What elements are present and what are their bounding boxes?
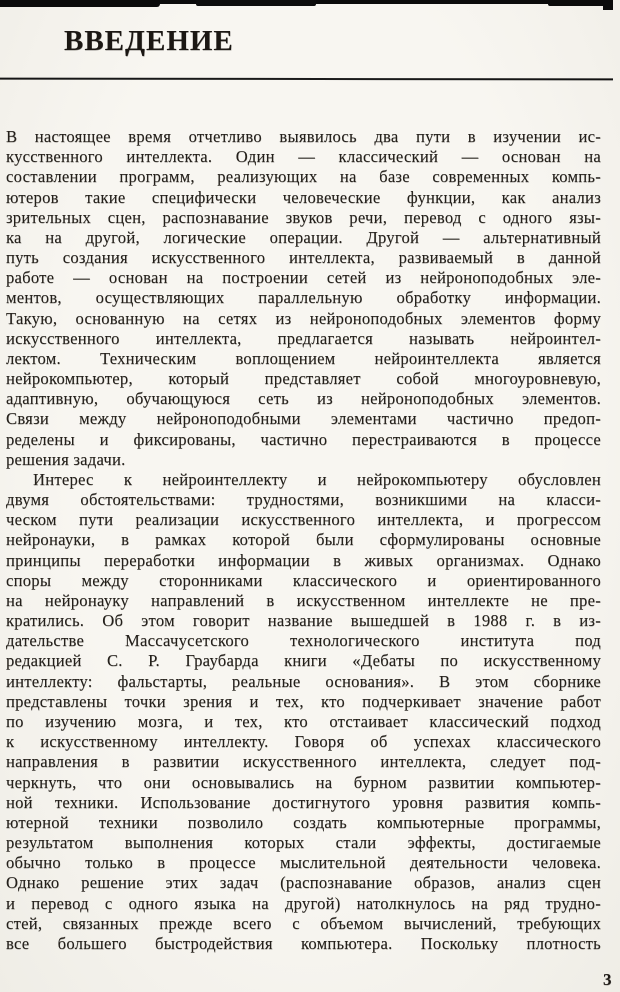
text-line: В настоящее время отчетливо выявилось два пути в изучении ис- [6,127,601,146]
text-line: Связи между нейроноподобными элементами частично предоп- [6,409,601,429]
text-line: Интерес к нейроинтеллекту и нейрокомпьютеру обусловлен [33,469,601,489]
text-line: лектом. Техническим воплощением нейроинтеллекта является [6,348,601,368]
text-line: направления в развитии искусственного интеллекта, следует под- [6,752,601,772]
text-line: к искусственному интеллекту. Говоря об успехах классического [6,732,601,752]
text-line: Такую, основанную на сетях из нейроноподобных элементов форму [6,308,601,328]
text-line: кусственного интеллекта. Один — классический — основан на [6,147,601,167]
text-line: принципы переработки информации в живых организмах. Однако [6,550,601,570]
text-line: решения задачи. [6,449,126,469]
text-line: ка на другой, логические операции. Другой — альтернативный [6,227,601,247]
text-line: кратились. Об этом говорит название вышедшей в 1988 г. в из- [6,611,601,631]
title-rule [0,78,613,81]
paragraph [6,127,601,470]
text-line: зрительных сцен, распознавание звуков речи, перевод с одного язы- [6,207,601,227]
text-line: дательстве Массачусетского технологического института под [6,631,601,651]
text-line: нейронауки, в рамках которой были сформулированы основные [6,530,601,550]
page-title: ВВЕДЕНИЕ [64,25,234,57]
text-line: ментов, осуществляющих параллельную обработку информации. [6,288,601,308]
text-line: путь создания искусственного интеллекта, развиваемый в данной [6,248,601,268]
scan-top-edge-tick [603,0,613,10]
text-line: по изучению мозга, и тех, кто отстаивает классический подход [6,711,601,731]
text-line: ределены и фиксированы, частично перестраиваются в процессе [6,429,601,449]
text-line: двумя обстоятельствами: трудностями, возникшими на класси- [6,490,601,510]
paragraph [6,470,601,954]
text-line: черкнуть, что они основывались на бурном развитии компьютер- [6,772,601,792]
text-line: редакцией С. Р. Граубарда книги «Дебаты по искусственному [6,651,601,671]
text-line: интеллекту: фальстарты, реальные основания». В этом сборнике [6,671,601,691]
page-number: 3 [603,970,612,989]
text-line: стей, связанных прежде всего с объемом вычислений, требующих [6,913,601,933]
text-line: Однако решение этих задач (распознавание образов, анализ сцен [6,873,601,893]
text-line: ютеров такие специфически человеческие функции, как анализ [6,187,601,207]
text-line: и перевод с одного языка на другой) натолкнулось на ряд трудно- [6,893,601,913]
text-line: нейрокомпьютер, который представляет собой многоуровневую, [6,369,601,389]
text-line: обычно только в процессе мыслительной деятельности человека. [6,853,601,873]
text-line: работе — основан на построении сетей из нейроноподобных эле- [6,268,601,288]
text-line: представлены точки зрения и тех, кто подчеркивает значение работ [6,691,601,711]
text-line: ческом пути реализации искусственного интеллекта, и прогрессом [6,510,601,530]
text-line: ютерной техники позволило создать компьютерные программы, [6,812,601,832]
text-line: результатом выполнения которых стали эффекты, достигаемые [6,833,601,853]
text-line: адаптивную, обучающуюся сеть из нейроноподобных элементов. [6,389,601,409]
text-line: составлении программ, реализующих на базе современных компь- [6,167,601,187]
text-line: ной техники. Использование достигнутого уровня развития компь- [6,792,601,812]
body-text [6,127,601,954]
text-line: все большего быстродействия компьютера. Поскольку плотность [6,933,601,953]
scan-top-edge-blob [0,0,160,7]
scan-top-edge-blob [196,0,316,6]
text-line: на нейронауку направлений в искусственном интеллекте не пре- [6,590,601,610]
text-line: искусственного интеллекта, предлагается называть нейроинтел- [6,328,601,348]
text-line: споры между сторонниками классического и ориентированного [6,570,601,590]
